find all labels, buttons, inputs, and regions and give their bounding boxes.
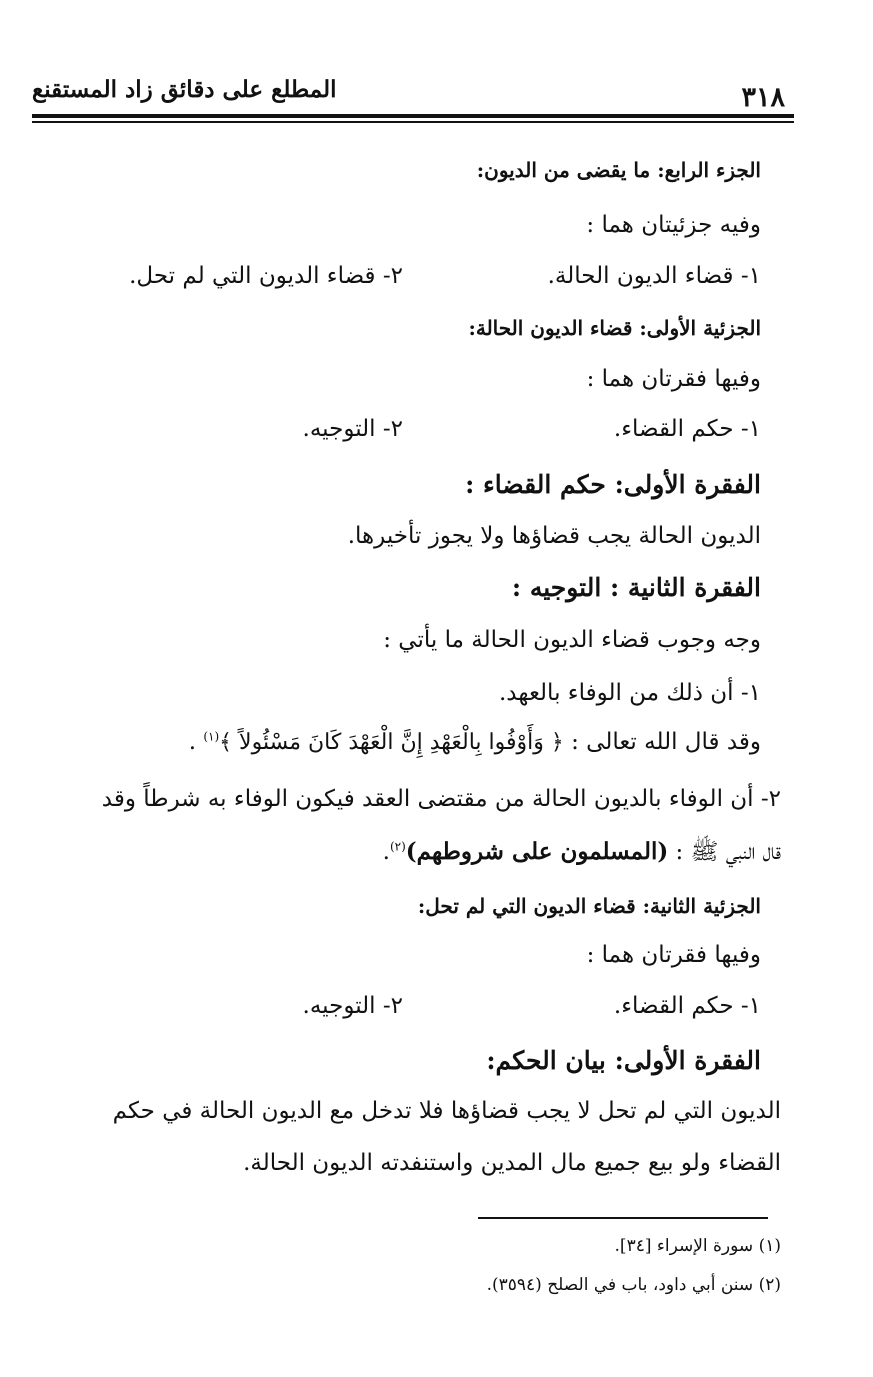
reason-2-line-1: ٢- أن الوفاء بالديون الحالة من مقتضى العقد فيكون الوفاء به شرطاً وقد	[101, 786, 781, 812]
quote-end: .	[188, 729, 204, 755]
sub2-intro: وفيها فقرتان هما :	[586, 942, 761, 968]
quran-verse: ﴿ وَأَوْفُوا بِالْعَهْدِ إِنَّ الْعَهْدَ كَانَ مَسْئُولاً ﴾	[219, 730, 564, 755]
footnote-1: (١) سورة الإسراء [٣٤].	[614, 1236, 781, 1256]
hadith-end: .	[382, 839, 390, 865]
sub2-heading: الجزئية الثانية: قضاء الديون التي لم تحل:	[417, 894, 761, 918]
sub2-item-1: ١- حكم القضاء.	[613, 993, 761, 1019]
footnote-mark-1: (١)	[203, 729, 220, 744]
sub2-item-2: ٢- التوجيه.	[302, 993, 403, 1019]
sub2-para1-line-1: الديون التي لم تحل لا يجب قضاؤها فلا تدخل مع الديون الحالة في حكم	[112, 1098, 781, 1124]
header-rule-thin	[32, 121, 794, 123]
part4-heading: الجزء الرابع: ما يقضى من الديون:	[476, 158, 761, 182]
reason-2-line-2	[383, 838, 781, 867]
running-header-title: المطلع على دقائق زاد المستقنع	[32, 76, 337, 103]
sub1-para2-heading: الفقرة الثانية : التوجيه :	[511, 573, 761, 602]
footnote-2: (٢) سنن أبي داود، باب في الصلح (٣٥٩٤).	[486, 1275, 781, 1295]
sub1-item-1: ١- حكم القضاء.	[613, 416, 761, 442]
hadith-text: (المسلمون على شروطهم)	[405, 838, 669, 865]
sub1-heading: الجزئية الأولى: قضاء الديون الحالة:	[468, 316, 761, 340]
reason-1-quote-line	[189, 729, 761, 757]
part4-item-2: ٢- قضاء الديون التي لم تحل.	[129, 263, 403, 289]
part4-item-1: ١- قضاء الديون الحالة.	[547, 263, 761, 289]
part4-intro: وفيه جزئيتان هما :	[586, 212, 761, 238]
page-number: ٣١٨	[741, 82, 785, 113]
sub1-para2-intro: وجه وجوب قضاء الديون الحالة ما يأتي :	[383, 627, 761, 653]
sub1-intro: وفيها فقرتان هما :	[586, 366, 761, 392]
quote-prefix: وقد قال الله تعالى :	[563, 729, 761, 755]
sub2-para1-heading: الفقرة الأولى: بيان الحكم:	[486, 1046, 761, 1075]
reason-1: ١- أن ذلك من الوفاء بالعهد.	[498, 680, 761, 706]
footnote-mark-2: (٢)	[389, 839, 406, 854]
sub1-para1-text: الديون الحالة يجب قضاؤها ولا يجوز تأخيرها.	[347, 523, 761, 549]
footnote-separator	[478, 1217, 768, 1219]
hadith-prefix: قال النبي ﷺ :	[668, 839, 781, 865]
sub1-item-2: ٢- التوجيه.	[302, 416, 403, 442]
sub1-para1-heading: الفقرة الأولى: حكم القضاء :	[465, 470, 761, 499]
sub2-para1-line-2: القضاء ولو بيع جميع مال المدين واستنفدته الديون الحالة.	[243, 1150, 781, 1176]
header-rule-thick	[32, 114, 794, 118]
